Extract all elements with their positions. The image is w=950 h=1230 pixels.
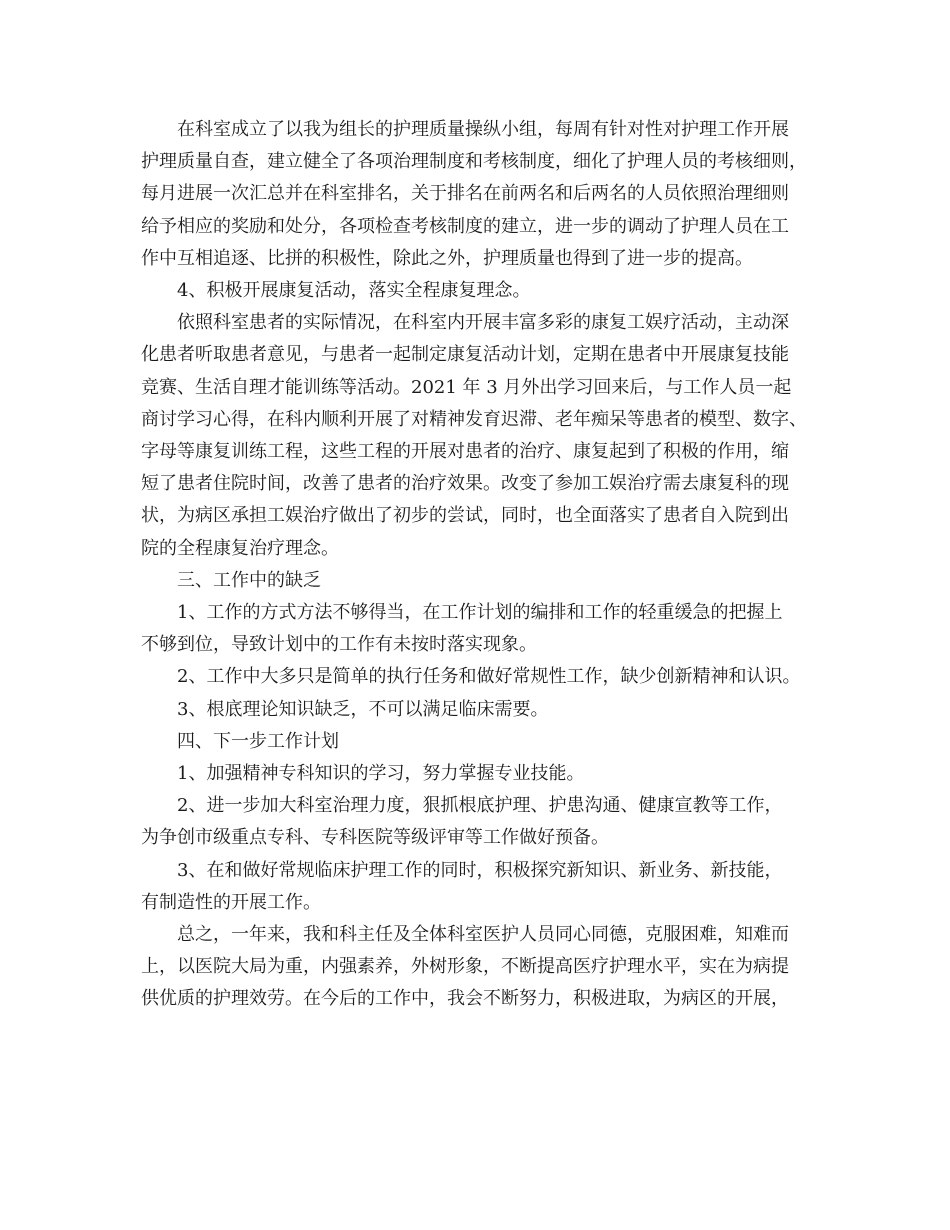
- text-line: 2、进一步加大科室治理力度，狠抓根底护理、护患沟通、健康宣教等工作，: [177, 795, 783, 817]
- text-line: 不够到位，导致计划中的工作有未按时落实现象。: [141, 634, 537, 656]
- paragraph: [141, 726, 831, 758]
- document-page: [141, 114, 831, 1016]
- text-line: 给予相应的奖励和处分，各项检查考核制度的建立，进一步的调动了护理人员在工: [141, 215, 789, 237]
- paragraph: [141, 661, 831, 693]
- text-line: 字母等康复训练工程，这些工程的开展对患者的治疗、康复起到了积极的作用，缩: [141, 441, 789, 463]
- paragraph: [141, 565, 831, 597]
- text-line: 依照科室患者的实际情况，在科室内开展丰富多彩的康复工娱疗活动，主动深: [177, 312, 789, 334]
- text-line: 1、加强精神专科知识的学习，努力掌握专业技能。: [177, 763, 585, 785]
- text-line: 院的全程康复治疗理念。: [141, 537, 339, 559]
- paragraph: [141, 307, 831, 565]
- paragraph: [141, 758, 831, 790]
- text-line: 四、下一步工作计划: [177, 730, 339, 752]
- text-line: 三、工作中的缺乏: [177, 569, 321, 591]
- text-line: 供优质的护理效劳。在今后的工作中，我会不断努力，积极进取，为病区的开展，: [141, 988, 789, 1010]
- paragraph: [141, 790, 831, 854]
- text-line: 1、工作的方式方法不够得当，在工作计划的编排和工作的轻重缓急的把握上: [177, 602, 783, 624]
- text-line: 4、积极开展康复活动，落实全程康复理念。: [177, 280, 531, 302]
- text-line: 作中互相追逐、比拼的积极性，除此之外，护理质量也得到了进一步的提高。: [141, 247, 753, 269]
- text-line: 总之，一年来，我和科主任及全体科室医护人员同心同德，克服困难，知难而: [177, 924, 789, 946]
- text-line: 化患者听取患者意见，与患者一起制定康复活动计划，定期在患者中开展康复技能: [141, 344, 789, 366]
- text-line: 竞赛、生活自理才能训练等活动。2021 年 3 月外出学习回来后，与工作人员一起: [141, 376, 792, 398]
- paragraph: [141, 855, 831, 919]
- paragraph: [141, 275, 831, 307]
- text-line: 护理质量自查，建立健全了各项治理制度和考核制度，细化了护理人员的考核细则，: [141, 151, 807, 173]
- paragraph: [141, 597, 831, 661]
- text-line: 状，为病区承担工娱治疗做出了初步的尝试，同时，也全面落实了患者自入院到出: [141, 505, 789, 527]
- text-line: 短了患者住院时间，改善了患者的治疗效果。改变了参加工娱治疗需去康复科的现: [141, 473, 789, 495]
- text-line: 3、根底理论知识缺乏，不可以满足临床需要。: [177, 698, 549, 720]
- text-line: 2、工作中大多只是简单的执行任务和做好常规性工作，缺少创新精神和认识。: [177, 666, 801, 688]
- paragraph: [141, 114, 831, 275]
- paragraph: [141, 919, 831, 1016]
- text-line: 商讨学习心得，在科内顺利开展了对精神发育迟滞、老年痴呆等患者的模型、数字、: [141, 408, 807, 430]
- text-line: 每月进展一次汇总并在科室排名，关于排名在前两名和后两名的人员依照治理细则: [141, 183, 789, 205]
- text-line: 上，以医院大局为重，内强素养，外树形象，不断提高医疗护理水平，实在为病提: [141, 956, 789, 978]
- text-line: 在科室成立了以我为组长的护理质量操纵小组，每周有针对性对护理工作开展: [177, 119, 789, 140]
- text-line: 3、在和做好常规临床护理工作的同时，积极探究新知识、新业务、新技能，: [177, 859, 783, 881]
- text-line: 为争创市级重点专科、专科医院等级评审等工作做好预备。: [141, 827, 609, 849]
- paragraph: [141, 694, 831, 726]
- text-line: 有制造性的开展工作。: [141, 891, 321, 913]
